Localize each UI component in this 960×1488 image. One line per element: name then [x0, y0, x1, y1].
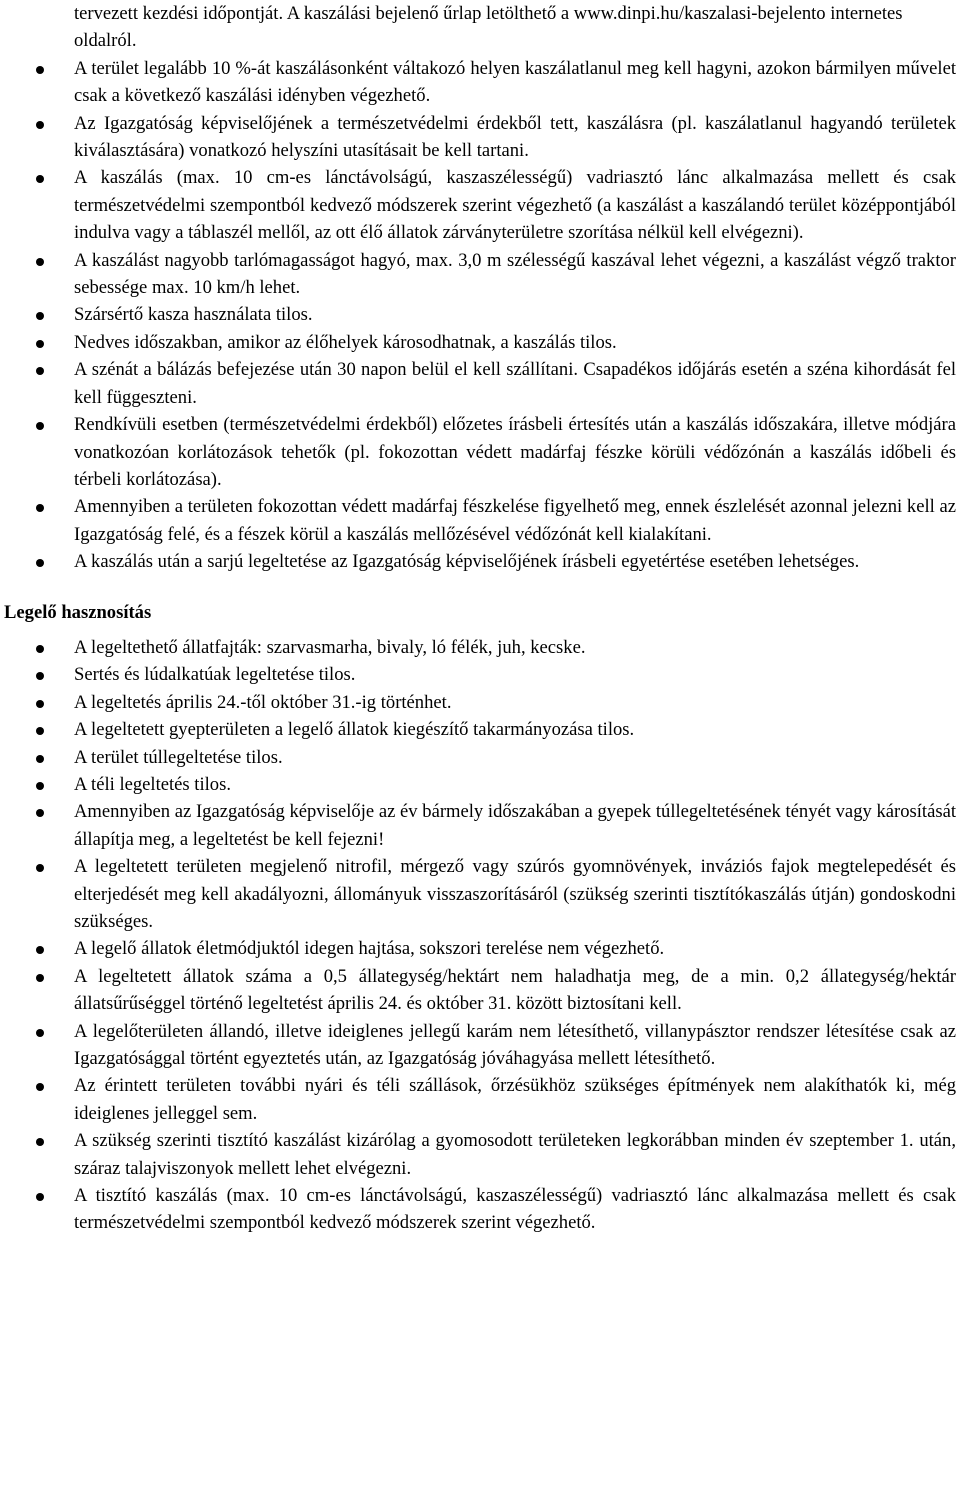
section-spacer: [0, 576, 960, 599]
list-item-text: A tisztító kaszálás (max. 10 cm-es lánctávolságú, kaszaszélességű) vadriasztó lánc alkalmazása mellett és csak természetvédelmi szempontból kedvező módszerek szerint végezhető.: [74, 1185, 956, 1234]
list-item-text: Az Igazgatóság képviselőjének a természetvédelmi érdekből tett, kaszálásra (pl. kaszálatlanul hagyandó területek kiválasztására) vonatkozó helyszíni utasításait be kell tartani.: [74, 112, 956, 162]
bullet-icon: [36, 1138, 44, 1146]
bullet-icon: [36, 700, 44, 708]
bullet-icon: [36, 340, 44, 348]
section-heading: Legelő hasznosítás: [4, 601, 152, 623]
bullet-icon: [36, 645, 44, 653]
list-item: [0, 493, 960, 548]
list-item-text: Amennyiben az Igazgatóság képviselője az év bármely időszakában a gyepek túllegeltetésének tényét vagy károsítását állapítja meg, a legeltetést be kell fejezni!: [74, 801, 956, 850]
list-item-text: A kaszálást nagyobb tarlómagasságot hagyó, max. 3,0 m szélességű kaszával lehet végezni, a kaszálást végző traktor sebessége max. 10 km/h lehet.: [74, 249, 956, 299]
list-item-text: A terület túllegeltetése tilos.: [74, 746, 283, 768]
bullet-icon: [36, 1083, 44, 1091]
list-item-text: Sertés és lúdalkatúak legeltetése tilos.: [74, 664, 356, 686]
list-item: [0, 1072, 960, 1127]
list-item-text: Az érintett területen további nyári és téli szállások, őrzésükhöz szükséges építmények nem alakíthatók ki, még ideiglenes jelleggel sem.: [74, 1075, 956, 1124]
list-item: [0, 771, 960, 798]
list-item-text: A szükség szerinti tisztító kaszálást kizárólag a gyomosodott területeken legkorábban minden év szeptember 1. után, száraz talajviszonyok mellett lehet elvégezni.: [74, 1130, 956, 1179]
list-item: [0, 247, 960, 302]
bullet-icon: [36, 864, 44, 872]
bullet-icon: [36, 121, 44, 129]
list-item: [0, 55, 960, 110]
list-item-text: A legelőterületen állandó, illetve ideiglenes jellegű karám nem létesíthető, villanypásztor rendszer létesítése csak az Igazgatósággal történt egyeztetés után, az Igazgatóság jóváhagyása mellett létesíthető.: [74, 1020, 956, 1070]
bullet-icon: [36, 1029, 44, 1037]
bullet-icon: [36, 175, 44, 183]
bullet-icon: [36, 504, 44, 512]
list-item: [0, 661, 960, 688]
list-item-text: A terület legalább 10 %-át kaszálásonként váltakozó helyen kaszálatlanul meg kell hagyni, azokon bármilyen művelet csak a következő kaszálási idényben végezhető.: [74, 57, 956, 107]
bullet-icon: [36, 755, 44, 763]
list-item: [0, 853, 960, 935]
bullet-icon: [36, 367, 44, 375]
list-item: [0, 164, 960, 246]
bullet-icon: [36, 809, 44, 817]
list-item-text: Szársértő kasza használata tilos.: [74, 304, 313, 326]
bullet-icon: [36, 422, 44, 430]
list-item-text: A legeltethető állatfajták: szarvasmarha, bivaly, ló félék, juh, kecske.: [74, 636, 586, 658]
list-item-text: A kaszálás után a sarjú legeltetése az Igazgatóság képviselőjének írásbeli egyetértése esetében lehetséges.: [74, 551, 860, 573]
list-item: [0, 1182, 960, 1237]
list-item: [0, 110, 960, 165]
list-item: [0, 1018, 960, 1073]
list-item-text: Amennyiben a területen fokozottan védett madárfaj fészkelése figyelhető meg, ennek észlelését azonnal jelezni kell az Igazgatóság felé, és a fészek körül a kaszálás mellőzésével védőzónát kell kialakítani.: [74, 496, 956, 545]
bullet-icon: [36, 1193, 44, 1201]
list-item: [0, 634, 960, 661]
list-item: [0, 744, 960, 771]
bullet-icon: [36, 727, 44, 735]
bullet-icon: [36, 974, 44, 982]
bullet-icon: [36, 258, 44, 266]
bullet-icon: [36, 782, 44, 790]
list-item-text: A legeltetett területen megjelenő nitrofil, mérgező vagy szúrós gyomnövények, inváziós fajok megtelepedését és elterjedését meg kell akadályozni, állományuk visszaszorításáról (szükség szerinti tisztítókaszálás útján) gondoskodni szükséges.: [74, 856, 956, 932]
mowing-rules-list: [0, 55, 960, 576]
list-item: [0, 798, 960, 853]
list-item-text: Nedves időszakban, amikor az élőhelyek károsodhatnak, a kaszálás tilos.: [74, 331, 617, 353]
list-item-text: A legeltetett állatok száma a 0,5 állategység/hektárt nem haladhatja meg, de a min. 0,2 állategység/hektár állatsűrűséggel történő legeltetést április 24. és október 31. között biztosítani kell.: [74, 965, 956, 1015]
list-item-text: A legeltetés április 24.-től október 31.-ig történhet.: [74, 691, 452, 713]
bullet-icon: [36, 946, 44, 954]
list-item-text: A téli legeltetés tilos.: [74, 773, 231, 795]
list-item: [0, 963, 960, 1018]
list-item: [0, 689, 960, 716]
list-item-text: A legeltetett gyepterületen a legelő állatok kiegészítő takarmányozása tilos.: [74, 719, 635, 741]
grazing-rules-list: [0, 634, 960, 1237]
list-item: [0, 411, 960, 493]
list-item: [0, 301, 960, 328]
list-item-text: Rendkívüli esetben (természetvédelmi érdekből) előzetes írásbeli értesítés után a kaszálás időszakára, illetve módjára vonatkozóan korlátozások tehetők (pl. fokozottan védett madárfaj fészke körüli védőzónán a kaszálás időbeli és térbeli korlátozása).: [74, 414, 956, 490]
list-item: [0, 548, 960, 575]
bullet-icon: [36, 672, 44, 680]
list-item-text: A kaszálás (max. 10 cm-es lánctávolságú, kaszaszélességű) vadriasztó lánc alkalmazása mellett és csak természetvédelmi szempontból kedvező módszerek szerint végezhető (a kaszálást a kaszálandó terület középpontjából indulva vagy a táblaszél mellől, az ott élő állatok zárványterületre szorítása nélkül kell elvégezni).: [74, 167, 956, 244]
bullet-icon: [36, 559, 44, 567]
list-item-text: A szénát a bálázás befejezése után 30 napon belül el kell szállítani. Csapadékos időjárás esetén a széna kihordását fel kell függeszteni.: [74, 359, 956, 408]
list-item: [0, 329, 960, 356]
list-item: [0, 356, 960, 411]
list-item: [0, 716, 960, 743]
continuation-text: tervezett kezdési időpontját. A kaszálási bejelenő űrlap letölthető a www.dinpi.hu/kaszalasi-bejelento internetes oldalról.: [74, 3, 903, 52]
list-item: [0, 1127, 960, 1182]
bullet-icon: [36, 66, 44, 74]
list-item: [0, 935, 960, 962]
bullet-icon: [36, 312, 44, 320]
list-item-text: A legelő állatok életmódjuktól idegen hajtása, sokszori terelése nem végezhető.: [74, 938, 665, 960]
